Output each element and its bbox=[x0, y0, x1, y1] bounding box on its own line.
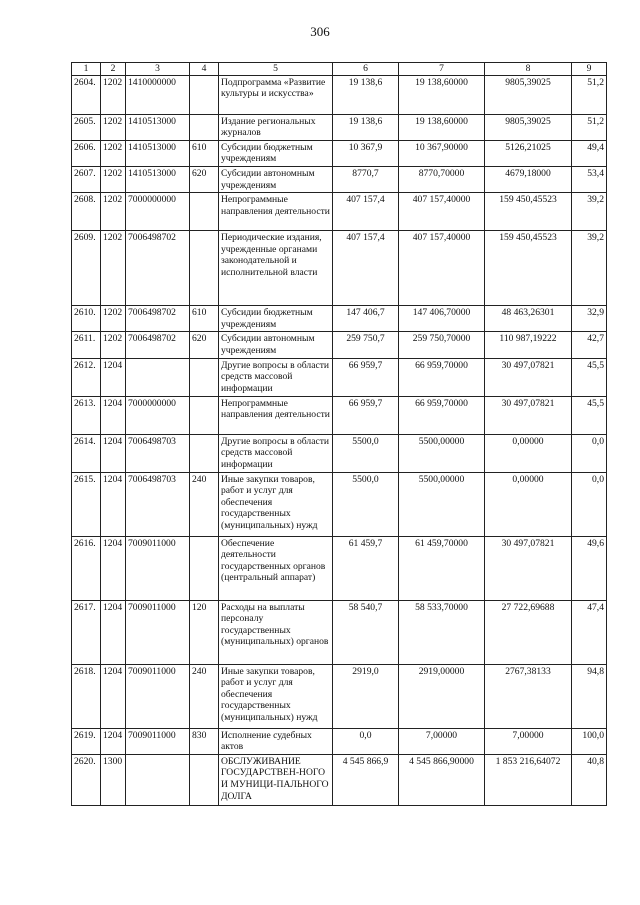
table-row bbox=[72, 396, 607, 434]
row-number: 2618. bbox=[72, 664, 101, 728]
approved-amount: 147 406,7 bbox=[333, 306, 399, 332]
item-name: Непрограммные направления деятельности bbox=[219, 193, 333, 231]
target-article-code: 7006498702 bbox=[126, 306, 190, 332]
execution-percent: 42,7 bbox=[572, 332, 607, 358]
row-number: 2620. bbox=[72, 754, 101, 805]
row-number: 2608. bbox=[72, 193, 101, 231]
table-row bbox=[72, 754, 607, 805]
table-row bbox=[72, 231, 607, 306]
approved-amount: 66 959,7 bbox=[333, 358, 399, 396]
item-name: Исполнение судебных актов bbox=[219, 728, 333, 754]
refined-amount: 407 157,40000 bbox=[399, 231, 485, 306]
target-article-code: 7009011000 bbox=[126, 600, 190, 664]
expense-type-code bbox=[190, 396, 219, 434]
row-number: 2617. bbox=[72, 600, 101, 664]
expense-type-code: 620 bbox=[190, 166, 219, 192]
column-header: 1 bbox=[72, 63, 101, 76]
execution-percent: 94,8 bbox=[572, 664, 607, 728]
table-row bbox=[72, 75, 607, 114]
approved-amount: 407 157,4 bbox=[333, 231, 399, 306]
executed-amount: 7,00000 bbox=[485, 728, 572, 754]
refined-amount: 8770,70000 bbox=[399, 166, 485, 192]
refined-amount: 10 367,90000 bbox=[399, 140, 485, 166]
target-article-code: 7009011000 bbox=[126, 664, 190, 728]
refined-amount: 259 750,70000 bbox=[399, 332, 485, 358]
section-code: 1204 bbox=[101, 728, 126, 754]
target-article-code: 1410513000 bbox=[126, 140, 190, 166]
budget-table bbox=[71, 62, 607, 806]
execution-percent: 45,5 bbox=[572, 358, 607, 396]
refined-amount: 66 959,70000 bbox=[399, 358, 485, 396]
executed-amount: 0,00000 bbox=[485, 472, 572, 536]
table-row bbox=[72, 332, 607, 358]
section-code: 1204 bbox=[101, 396, 126, 434]
expense-type-code bbox=[190, 231, 219, 306]
approved-amount: 259 750,7 bbox=[333, 332, 399, 358]
expense-type-code bbox=[190, 114, 219, 140]
target-article-code: 7009011000 bbox=[126, 536, 190, 600]
target-article-code: 7006498703 bbox=[126, 434, 190, 472]
execution-percent: 51,2 bbox=[572, 75, 607, 114]
table-row bbox=[72, 306, 607, 332]
row-number: 2616. bbox=[72, 536, 101, 600]
approved-amount: 5500,0 bbox=[333, 434, 399, 472]
executed-amount: 30 497,07821 bbox=[485, 358, 572, 396]
execution-percent: 51,2 bbox=[572, 114, 607, 140]
execution-percent: 39,2 bbox=[572, 231, 607, 306]
target-article-code: 7006498702 bbox=[126, 231, 190, 306]
approved-amount: 8770,7 bbox=[333, 166, 399, 192]
row-number: 2613. bbox=[72, 396, 101, 434]
refined-amount: 61 459,70000 bbox=[399, 536, 485, 600]
item-name: ОБСЛУЖИВАНИЕ ГОСУДАРСТВЕН-НОГО И МУНИЦИ-ПАЛЬНОГО ДОЛГА bbox=[219, 754, 333, 805]
expense-type-code bbox=[190, 536, 219, 600]
execution-percent: 40,8 bbox=[572, 754, 607, 805]
approved-amount: 4 545 866,9 bbox=[333, 754, 399, 805]
table-row bbox=[72, 358, 607, 396]
expense-type-code: 120 bbox=[190, 600, 219, 664]
expense-type-code bbox=[190, 434, 219, 472]
section-code: 1202 bbox=[101, 231, 126, 306]
target-article-code: 7006498702 bbox=[126, 332, 190, 358]
section-code: 1202 bbox=[101, 306, 126, 332]
executed-amount: 159 450,45523 bbox=[485, 193, 572, 231]
row-number: 2614. bbox=[72, 434, 101, 472]
refined-amount: 19 138,60000 bbox=[399, 75, 485, 114]
target-article-code: 1410513000 bbox=[126, 166, 190, 192]
item-name: Субсидии бюджетным учреждениям bbox=[219, 140, 333, 166]
row-number: 2612. bbox=[72, 358, 101, 396]
expense-type-code bbox=[190, 75, 219, 114]
target-article-code: 7000000000 bbox=[126, 193, 190, 231]
approved-amount: 0,0 bbox=[333, 728, 399, 754]
refined-amount: 5500,00000 bbox=[399, 472, 485, 536]
execution-percent: 100,0 bbox=[572, 728, 607, 754]
table-row bbox=[72, 434, 607, 472]
expense-type-code bbox=[190, 754, 219, 805]
executed-amount: 27 722,69688 bbox=[485, 600, 572, 664]
row-number: 2607. bbox=[72, 166, 101, 192]
target-article-code: 7009011000 bbox=[126, 728, 190, 754]
item-name: Иные закупки товаров, работ и услуг для обеспечения государственных (муниципальных) нужд bbox=[219, 472, 333, 536]
approved-amount: 19 138,6 bbox=[333, 114, 399, 140]
approved-amount: 58 540,7 bbox=[333, 600, 399, 664]
row-number: 2604. bbox=[72, 75, 101, 114]
refined-amount: 58 533,70000 bbox=[399, 600, 485, 664]
row-number: 2609. bbox=[72, 231, 101, 306]
row-number: 2606. bbox=[72, 140, 101, 166]
refined-amount: 66 959,70000 bbox=[399, 396, 485, 434]
table-row bbox=[72, 166, 607, 192]
column-header: 2 bbox=[101, 63, 126, 76]
executed-amount: 159 450,45523 bbox=[485, 231, 572, 306]
item-name: Субсидии автономным учреждениям bbox=[219, 166, 333, 192]
table-row bbox=[72, 193, 607, 231]
target-article-code: 1410513000 bbox=[126, 114, 190, 140]
table-row bbox=[72, 728, 607, 754]
expense-type-code bbox=[190, 193, 219, 231]
section-code: 1204 bbox=[101, 664, 126, 728]
target-article-code bbox=[126, 754, 190, 805]
section-code: 1202 bbox=[101, 166, 126, 192]
column-header: 9 bbox=[572, 63, 607, 76]
execution-percent: 0,0 bbox=[572, 472, 607, 536]
expense-type-code: 240 bbox=[190, 664, 219, 728]
target-article-code: 7000000000 bbox=[126, 396, 190, 434]
column-header: 7 bbox=[399, 63, 485, 76]
table-body bbox=[72, 75, 607, 805]
column-header: 4 bbox=[190, 63, 219, 76]
row-number: 2615. bbox=[72, 472, 101, 536]
refined-amount: 19 138,60000 bbox=[399, 114, 485, 140]
executed-amount: 5126,21025 bbox=[485, 140, 572, 166]
section-code: 1204 bbox=[101, 358, 126, 396]
approved-amount: 19 138,6 bbox=[333, 75, 399, 114]
row-number: 2610. bbox=[72, 306, 101, 332]
section-code: 1204 bbox=[101, 600, 126, 664]
executed-amount: 1 853 216,64072 bbox=[485, 754, 572, 805]
approved-amount: 10 367,9 bbox=[333, 140, 399, 166]
executed-amount: 9805,39025 bbox=[485, 75, 572, 114]
expense-type-code: 610 bbox=[190, 306, 219, 332]
table-row bbox=[72, 114, 607, 140]
table-row bbox=[72, 140, 607, 166]
refined-amount: 407 157,40000 bbox=[399, 193, 485, 231]
item-name: Другие вопросы в области средств массовой информации bbox=[219, 358, 333, 396]
executed-amount: 48 463,26301 bbox=[485, 306, 572, 332]
expense-type-code: 830 bbox=[190, 728, 219, 754]
approved-amount: 407 157,4 bbox=[333, 193, 399, 231]
approved-amount: 2919,0 bbox=[333, 664, 399, 728]
section-code: 1204 bbox=[101, 434, 126, 472]
execution-percent: 49,6 bbox=[572, 536, 607, 600]
refined-amount: 147 406,70000 bbox=[399, 306, 485, 332]
item-name: Иные закупки товаров, работ и услуг для обеспечения государственных (муниципальных) нужд bbox=[219, 664, 333, 728]
target-article-code: 7006498703 bbox=[126, 472, 190, 536]
executed-amount: 4679,18000 bbox=[485, 166, 572, 192]
refined-amount: 4 545 866,90000 bbox=[399, 754, 485, 805]
item-name: Другие вопросы в области средств массовой информации bbox=[219, 434, 333, 472]
approved-amount: 66 959,7 bbox=[333, 396, 399, 434]
section-code: 1202 bbox=[101, 193, 126, 231]
column-header: 5 bbox=[219, 63, 333, 76]
item-name: Непрограммные направления деятельности bbox=[219, 396, 333, 434]
row-number: 2611. bbox=[72, 332, 101, 358]
execution-percent: 32,9 bbox=[572, 306, 607, 332]
expense-type-code bbox=[190, 358, 219, 396]
refined-amount: 7,00000 bbox=[399, 728, 485, 754]
item-name: Обеспечение деятельности государственных органов (центральный аппарат) bbox=[219, 536, 333, 600]
approved-amount: 61 459,7 bbox=[333, 536, 399, 600]
section-code: 1204 bbox=[101, 472, 126, 536]
item-name: Субсидии автономным учреждениям bbox=[219, 332, 333, 358]
expense-type-code: 240 bbox=[190, 472, 219, 536]
section-code: 1202 bbox=[101, 140, 126, 166]
section-code: 1202 bbox=[101, 332, 126, 358]
item-name: Расходы на выплаты персоналу государственных (муниципальных) органов bbox=[219, 600, 333, 664]
section-code: 1202 bbox=[101, 114, 126, 140]
expense-type-code: 610 bbox=[190, 140, 219, 166]
column-header: 8 bbox=[485, 63, 572, 76]
executed-amount: 110 987,19222 bbox=[485, 332, 572, 358]
executed-amount: 30 497,07821 bbox=[485, 396, 572, 434]
item-name: Субсидии бюджетным учреждениям bbox=[219, 306, 333, 332]
row-number: 2619. bbox=[72, 728, 101, 754]
table-row bbox=[72, 664, 607, 728]
page-number: 306 bbox=[310, 24, 330, 39]
table-row bbox=[72, 600, 607, 664]
target-article-code bbox=[126, 358, 190, 396]
execution-percent: 39,2 bbox=[572, 193, 607, 231]
execution-percent: 53,4 bbox=[572, 166, 607, 192]
table-row bbox=[72, 536, 607, 600]
item-name: Подпрограмма «Развитие культуры и искусства» bbox=[219, 75, 333, 114]
executed-amount: 0,00000 bbox=[485, 434, 572, 472]
executed-amount: 2767,38133 bbox=[485, 664, 572, 728]
table-row bbox=[72, 472, 607, 536]
execution-percent: 0,0 bbox=[572, 434, 607, 472]
section-code: 1300 bbox=[101, 754, 126, 805]
execution-percent: 47,4 bbox=[572, 600, 607, 664]
target-article-code: 1410000000 bbox=[126, 75, 190, 114]
section-code: 1204 bbox=[101, 536, 126, 600]
approved-amount: 5500,0 bbox=[333, 472, 399, 536]
execution-percent: 49,4 bbox=[572, 140, 607, 166]
execution-percent: 45,5 bbox=[572, 396, 607, 434]
column-header: 3 bbox=[126, 63, 190, 76]
section-code: 1202 bbox=[101, 75, 126, 114]
refined-amount: 2919,00000 bbox=[399, 664, 485, 728]
executed-amount: 30 497,07821 bbox=[485, 536, 572, 600]
item-name: Периодические издания, учрежденные органами законодательной и исполнительной власти bbox=[219, 231, 333, 306]
row-number: 2605. bbox=[72, 114, 101, 140]
item-name: Издание региональных журналов bbox=[219, 114, 333, 140]
refined-amount: 5500,00000 bbox=[399, 434, 485, 472]
executed-amount: 9805,39025 bbox=[485, 114, 572, 140]
column-header: 6 bbox=[333, 63, 399, 76]
expense-type-code: 620 bbox=[190, 332, 219, 358]
table-header-row bbox=[72, 63, 607, 76]
